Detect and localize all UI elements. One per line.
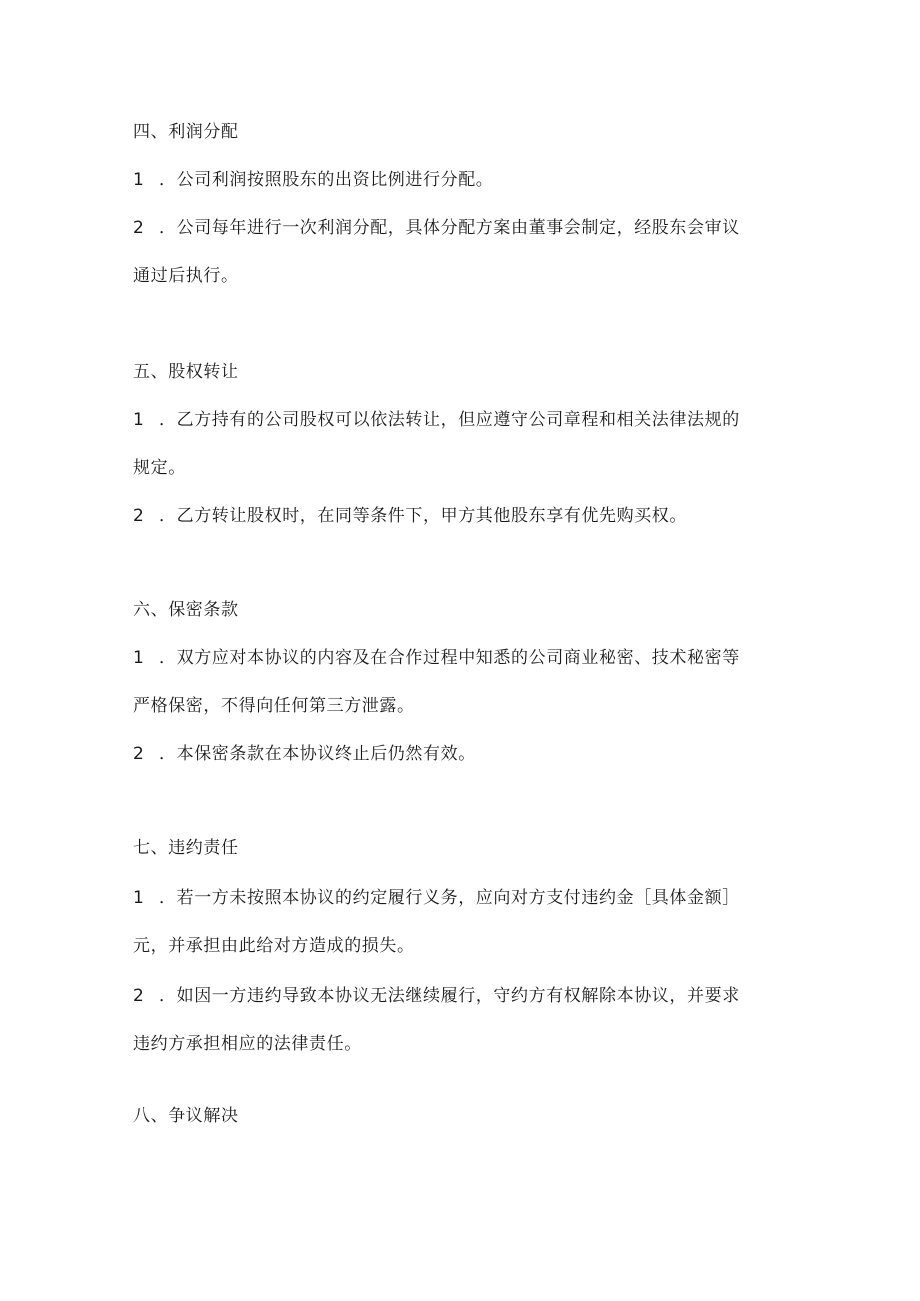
clause-number: 2 bbox=[133, 986, 145, 1006]
clause-number: 1 bbox=[133, 170, 145, 190]
section-heading-dispute-resolution: 八、争议解决 bbox=[133, 1106, 239, 1126]
clause-6-1 bbox=[133, 646, 740, 670]
clause-number: 2 bbox=[133, 744, 145, 764]
clause-5-1 bbox=[133, 408, 740, 432]
clause-number: 1 bbox=[133, 410, 145, 430]
clause-5-1-continued: 规定。 bbox=[133, 458, 186, 478]
clause-text: ．本保密条款在本协议终止后仍然有效。 bbox=[159, 744, 476, 764]
clause-text: ．公司每年进行一次利润分配，具体分配方案由董事会制定，经股东会审议 bbox=[159, 218, 740, 238]
clause-text: ．若一方未按照本协议的约定履行义务，应向对方支付违约金［具体金额］ bbox=[159, 888, 740, 908]
clause-text: ．如因一方违约导致本协议无法继续履行，守约方有权解除本协议，并要求 bbox=[159, 986, 740, 1006]
clause-7-2-continued: 违约方承担相应的法律责任。 bbox=[133, 1034, 362, 1054]
clause-number: 2 bbox=[133, 218, 145, 238]
section-heading-profit-distribution: 四、利润分配 bbox=[133, 122, 239, 142]
section-heading-equity-transfer: 五、股权转让 bbox=[133, 362, 239, 382]
clause-text: ．乙方转让股权时，在同等条件下，甲方其他股东享有优先购买权。 bbox=[159, 506, 687, 526]
clause-number: 1 bbox=[133, 648, 145, 668]
clause-4-2 bbox=[133, 216, 740, 240]
clause-4-2-continued: 通过后执行。 bbox=[133, 266, 239, 286]
clause-5-2 bbox=[133, 504, 687, 528]
clause-7-1-continued: 元，并承担由此给对方造成的损失。 bbox=[133, 936, 415, 956]
clause-6-1-continued: 严格保密，不得向任何第三方泄露。 bbox=[133, 696, 415, 716]
clause-text: ．公司利润按照股东的出资比例进行分配。 bbox=[159, 170, 494, 190]
clause-4-1 bbox=[133, 168, 493, 192]
clause-7-1 bbox=[133, 886, 740, 910]
clause-number: 1 bbox=[133, 888, 145, 908]
clause-text: ．双方应对本协议的内容及在合作过程中知悉的公司商业秘密、技术秘密等 bbox=[159, 648, 740, 668]
clause-7-2 bbox=[133, 984, 740, 1008]
clause-text: ．乙方持有的公司股权可以依法转让，但应遵守公司章程和相关法律法规的 bbox=[159, 410, 740, 430]
clause-6-2 bbox=[133, 742, 476, 766]
section-heading-breach-liability: 七、违约责任 bbox=[133, 838, 239, 858]
clause-number: 2 bbox=[133, 506, 145, 526]
section-heading-confidentiality: 六、保密条款 bbox=[133, 600, 239, 620]
